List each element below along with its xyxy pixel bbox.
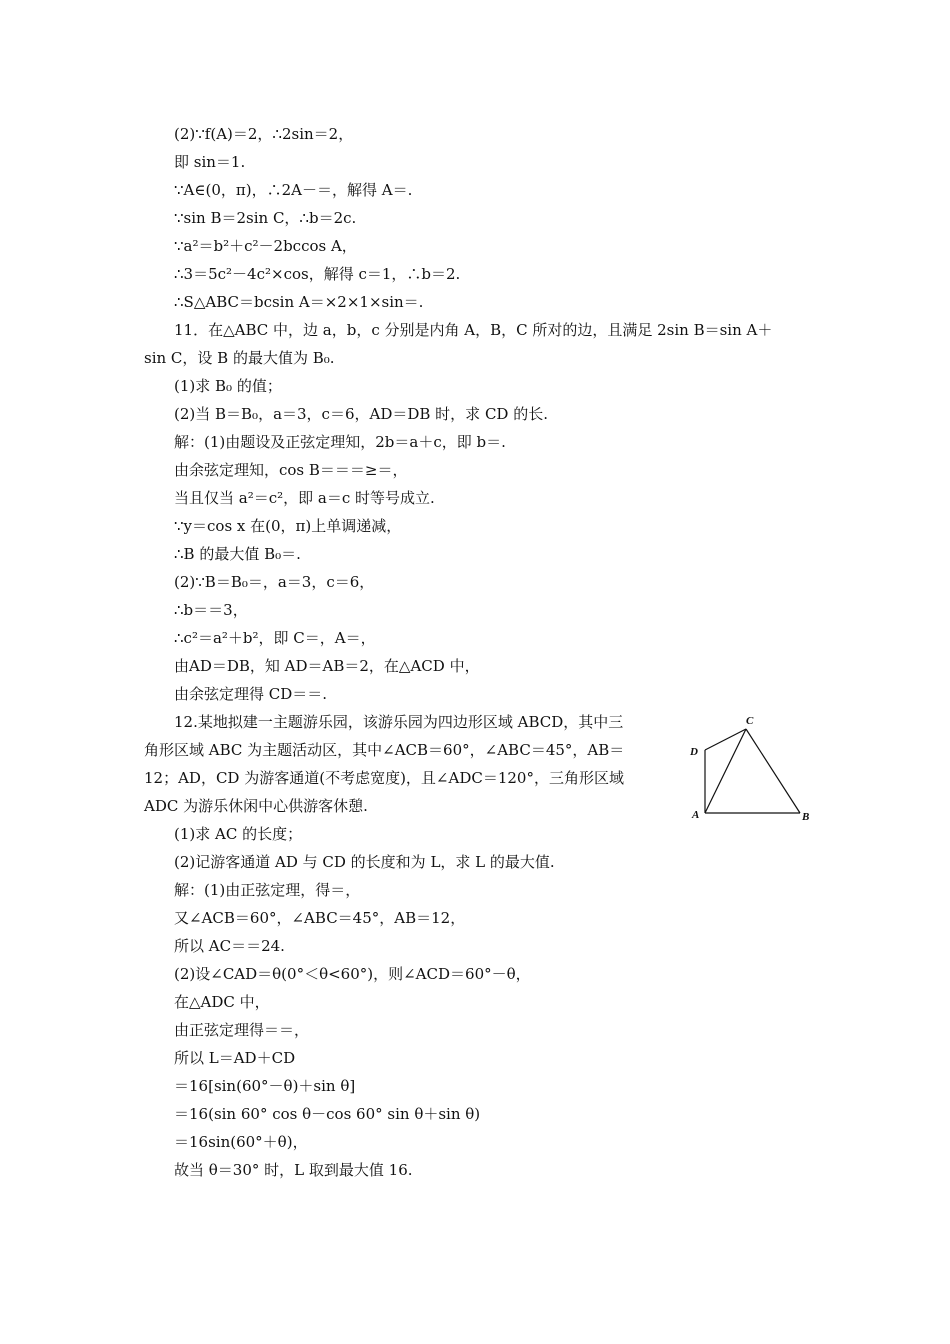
problem-12-line: 12.某地拟建一主题游乐园，该游乐园为四边形区域 ABCD，其中三 xyxy=(174,713,624,731)
text-line: (2)∵B＝B₀＝，a＝3，c＝6， xyxy=(174,573,375,591)
text-line: ∴b＝＝3， xyxy=(174,601,248,619)
text-line: 由AD＝DB，知 AD＝AB＝2，在△ACD 中， xyxy=(174,657,480,675)
text-line: 由正弦定理得＝＝， xyxy=(174,1021,310,1039)
problem-11-line: 11．在△ABC 中，边 a，b，c 分别是内角 A，B，C 所对的边，且满足 2sin B＝sin A＋ xyxy=(174,321,773,339)
segment-cb xyxy=(746,729,800,813)
quadrilateral-figure xyxy=(688,712,818,827)
text-line: ∴c²＝a²＋b²，即 C＝，A＝， xyxy=(174,629,376,647)
text-line: ∴3＝5c²－4c²×cos，解得 c＝1，∴b＝2. xyxy=(174,265,461,283)
text-line: (2)记游客通道 AD 与 CD 的长度和为 L，求 L 的最大值. xyxy=(174,853,555,871)
text-line: ＝16sin(60°＋θ)， xyxy=(174,1133,308,1151)
text-line: 所以 L＝AD＋CD xyxy=(174,1049,296,1067)
problem-11-line: sin C，设 B 的最大值为 B₀. xyxy=(144,349,335,367)
problem-12-line: ADC 为游乐休闲中心供游客休憩. xyxy=(144,797,368,815)
vertex-label-c: C xyxy=(746,715,754,727)
text-line: ∵a²＝b²＋c²－2bccos A， xyxy=(174,237,357,255)
text-line: (2)设∠CAD＝θ(0°＜θ<60°)，则∠ACD＝60°－θ， xyxy=(174,965,531,983)
text-line: 解：(1)由正弦定理，得＝， xyxy=(174,881,361,899)
text-line: 解：(1)由题设及正弦定理知，2b＝a＋c，即 b＝. xyxy=(174,433,506,451)
problem-12-line: 角形区域 ABC 为主题活动区，其中∠ACB＝60°，∠ABC＝45°，AB＝ xyxy=(144,741,625,759)
text-line: ∵A∈(0，π)，∴2A－＝，解得 A＝. xyxy=(174,181,413,199)
text-line: 由余弦定理知，cos B＝＝＝≥＝， xyxy=(174,461,408,479)
vertex-label-d: D xyxy=(690,746,698,758)
text-line: ∴B 的最大值 B₀＝. xyxy=(174,545,301,563)
segment-dc xyxy=(705,729,746,750)
text-line: 又∠ACB＝60°，∠ABC＝45°，AB＝12， xyxy=(174,909,466,927)
text-line: (2)∵f(A)＝2，∴2sin＝2， xyxy=(174,125,354,143)
text-line: (1)求 AC 的长度； xyxy=(174,825,303,843)
vertex-label-a: A xyxy=(692,809,700,821)
text-line: 即 sin＝1. xyxy=(174,153,246,171)
text-line: 在△ADC 中， xyxy=(174,993,270,1011)
text-line: ∴S△ABC＝bcsin A＝×2×1×sin＝. xyxy=(174,293,424,311)
text-line: (1)求 B₀ 的值； xyxy=(174,377,282,395)
text-line: ＝16(sin 60° cos θ－cos 60° sin θ＋sin θ) xyxy=(174,1105,481,1123)
text-line: ∵y＝cos x 在(0，π)上单调递减， xyxy=(174,517,402,535)
text-line: (2)当 B＝B₀，a＝3，c＝6，AD＝DB 时，求 CD 的长. xyxy=(174,405,548,423)
text-line: 故当 θ＝30° 时，L 取到最大值 16. xyxy=(174,1161,413,1179)
text-line: ＝16[sin(60°－θ)＋sin θ] xyxy=(174,1077,356,1095)
text-line: 由余弦定理得 CD＝＝. xyxy=(174,685,328,703)
text-line: 当且仅当 a²＝c²，即 a＝c 时等号成立. xyxy=(174,489,435,507)
text-line: 所以 AC＝＝24. xyxy=(174,937,285,955)
text-line: ∵sin B＝2sin C，∴b＝2c. xyxy=(174,209,357,227)
vertex-label-b: B xyxy=(802,811,810,823)
segment-ac xyxy=(705,729,746,813)
problem-12-line: 12；AD，CD 为游客通道(不考虑宽度)，且∠ADC＝120°，三角形区域 xyxy=(144,769,624,787)
